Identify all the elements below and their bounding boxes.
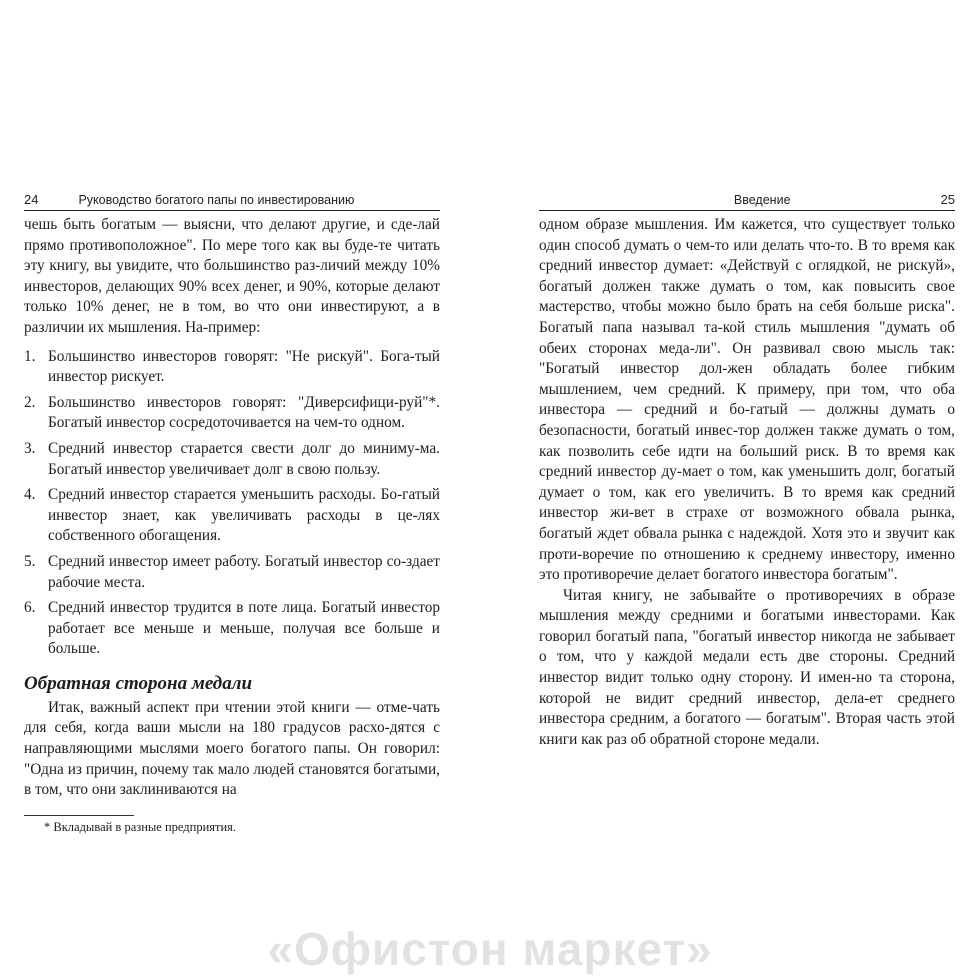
list-marker: 6.	[24, 599, 36, 617]
list-item-text: Средний инвестор старается уменьшить расходы. Бо-гатый инвестор знает, как увеличивать расходы в це-лях собственного обогащения.	[48, 486, 440, 545]
list-marker: 5.	[24, 552, 36, 570]
section-heading: Обратная сторона медали	[24, 672, 253, 694]
left-page	[24, 192, 440, 835]
right-running-head	[539, 192, 955, 211]
section-paragraph: Итак, важный аспект при чтении этой книги — отме-чать для себя, когда ваши мысли на 180 градусов расхо-дятся с направляющими мыслями моего богатого папы. Он говорил: "Одна из причин, почему так мало людей становятся богатыми, в том, что они заклиниваются на	[24, 698, 440, 799]
left-body-text	[24, 215, 440, 801]
list-marker: 4.	[24, 486, 36, 504]
list-marker: 3.	[24, 439, 36, 457]
list-item	[24, 439, 440, 480]
list-marker: 2.	[24, 393, 36, 411]
investor-comparison-list	[24, 347, 440, 660]
right-body-text	[539, 215, 955, 750]
list-item	[24, 598, 440, 660]
list-item	[24, 552, 440, 593]
list-item-text: Большинство инвесторов говорят: "Не рискуй". Бога-тый инвестор рискует.	[48, 347, 440, 386]
left-intro-paragraph: чешь быть богатым — выясни, что делают другие, и сде-лай прямо противоположное". По мере того как вы буде-те читать эту книгу, вы увидите, что большинство раз-личий между 10% инвесторов, делающих 90% всех денег, и 90%, которые делают только 10% денег, не в том, во что они инвестируют, а в различии их мышления. На-пример:	[24, 216, 440, 336]
left-running-head	[24, 192, 440, 211]
list-item-text: Средний инвестор имеет работу. Богатый инвестор со-здает рабочие места.	[48, 552, 440, 591]
list-item	[24, 347, 440, 388]
watermark: «Офистон маркет»	[267, 923, 713, 975]
list-item	[24, 393, 440, 434]
list-item	[24, 485, 440, 547]
right-page	[539, 192, 955, 750]
left-running-title: Руководство богатого папы по инвестированию	[78, 193, 355, 207]
list-item-text: Большинство инвесторов говорят: "Диверсифици-руй"*. Богатый инвестор сосредоточивается на чем-то одном.	[48, 393, 440, 432]
right-paragraph-1: одном образе мышления. Им кажется, что существует только один способ думать о чем-то или делать что-то. В то время как средний инвестор думает: «Действуй с оглядкой, не рискуй», богатый должен также думать о том, как повысить свое мастерство, чтобы можно было брать на себя больше риска". Богатый папа называл та-кой стиль мышления "думать об обеих сторонах меда-ли". Он развивал свою мысль так: "Богатый инвестор дол-жен обладать более гибким мышлением, чем средний. К примеру, при том, что оба инвестора — средний и бо-гатый — должны думать о безопасности, богатый инвес-тор должен также думать о том, как позволить себе идти на больший риск. В то время как средний инвестор ду-мает о том, как уменьшить долг, богатый думает о том, как его увеличить. В то время как средний инвестор жи-вет в страхе от возможного обвала рынка, богатый ждет обвала рынка с надеждой. Хотя это и звучит как проти-воречие по отношению к среднему инвестору, именно это противоречие делает богатого инвестора богатым".	[539, 216, 955, 584]
right-paragraph-2: Читая книгу, не забывайте о противоречиях в образе мышления между средними и богатыми инвесторами. Как говорил богатый папа, "богатый инвестор никогда не забывает о том, что у каждой медали есть две стороны. Средний инвестор видит только одну сторону. И имен-но та сторона, которой не видит средний инвестор, дела-ет среднего инвестора средним, а богатого — богатым". Вторая часть этой книги как раз об обратной стороне медали.	[539, 586, 955, 748]
list-marker: 1.	[24, 347, 36, 365]
right-page-number: 25	[940, 192, 955, 207]
footnote: * Вкладывай в разные предприятия.	[44, 819, 237, 834]
right-running-title: Введение	[733, 193, 791, 207]
footnote-divider	[24, 815, 134, 816]
list-item-text: Средний инвестор трудится в поте лица. Богатый инвестор работает все меньше и меньше, получая все больше и больше.	[48, 599, 440, 658]
left-page-number: 24	[24, 192, 39, 207]
list-item-text: Средний инвестор старается свести долг до миниму-ма. Богатый инвестор увеличивает долг в свою пользу.	[48, 439, 440, 478]
